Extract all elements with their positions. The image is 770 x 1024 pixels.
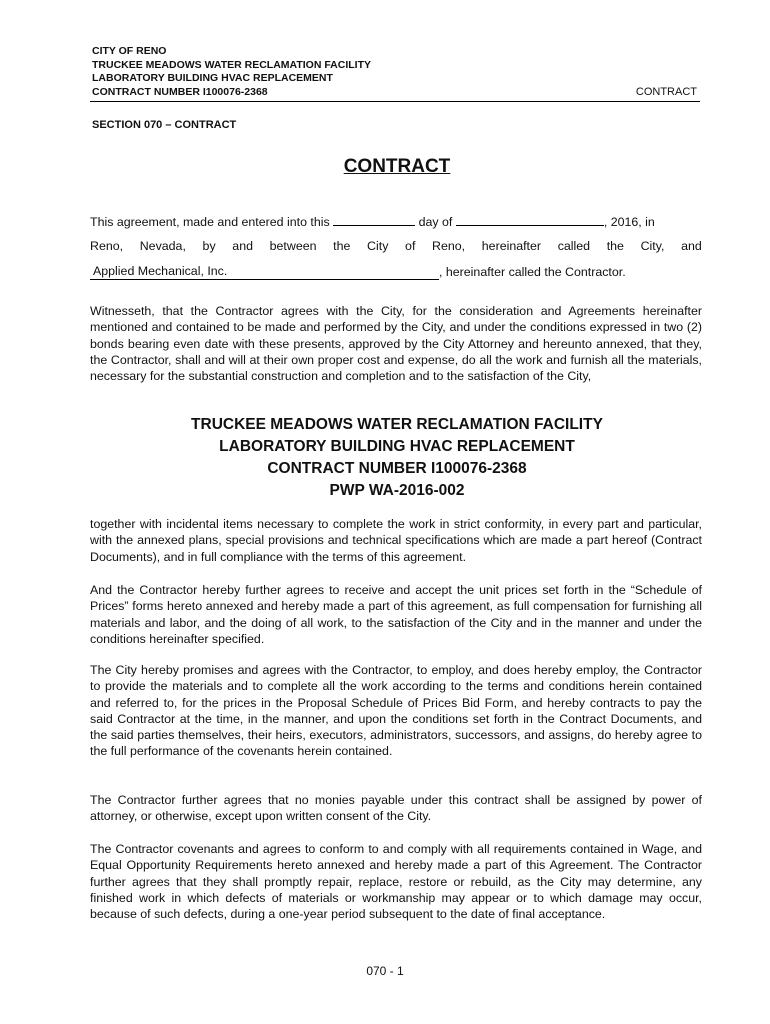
section-heading: SECTION 070 – CONTRACT	[92, 119, 237, 131]
agreement-word: called	[557, 239, 591, 253]
unit-prices-paragraph: And the Contractor hereby further agrees to receive and accept the unit prices set forth in the “Schedule of Prices” forms hereto annexed and hereby made a part of this agreement, as full compensation for furnishing all materials and labor, and the doing of all work, to the satisfaction of the City and in the manner and under the conditions hereinafter specified.	[90, 583, 702, 646]
agreement-word: City	[367, 239, 389, 253]
page-number: 070 - 1	[366, 964, 404, 978]
agreement-word: the	[333, 239, 351, 253]
agreement-word: Reno,	[90, 239, 124, 253]
project-pwp-line: PWP WA-2016-002	[329, 482, 465, 499]
agreement-line-2	[90, 239, 702, 253]
witnesseth-paragraph: Witnesseth, that the Contractor agrees with the City, for the consideration and Agreements hereinafter mentioned and contained to be made and performed by the City, and under the conditions expressed in two (2) bonds bearing even date with these presents, approved by the City Attorney and hereunto annexed, that they, the Contractor, shall and will at their own proper cost and expense, do all the work and furnish all the materials, necessary for the substantial construction and completion and to the satisfaction of the City,	[90, 304, 702, 384]
header-divider	[90, 101, 700, 102]
contractor-name: Applied Mechanical, Inc.	[93, 264, 228, 278]
header-right-label: CONTRACT	[635, 86, 697, 98]
day-blank-field[interactable]	[333, 213, 415, 226]
agreement-day-of: day of	[418, 215, 453, 229]
page-title: CONTRACT	[343, 156, 451, 177]
agreement-word: between	[269, 239, 317, 253]
header-city: CITY OF RENO	[92, 45, 167, 57]
agreement-year: , 2016, in	[603, 215, 655, 229]
city-promises-paragraph: The City hereby promises and agrees with the Contractor, to employ, and does hereby employ, the Contractor to provide the materials and to complete all the work according to the terms and conditions herein contained and referred to, for the prices in the Proposal Schedule of Prices Bid Form, and hereby contracts to pay the said Contractor at the time, in the manner, and upon the conditions set forth in the Contract Documents, and the said parties themselves, their heirs, executors, administrators, successors, and assigns, do hereby agree to the full performance of the covenants herein contained.	[90, 663, 702, 759]
agreement-word: of	[405, 239, 416, 253]
document-header	[92, 45, 371, 99]
contractor-name-field[interactable]	[90, 263, 439, 280]
header-facility: TRUCKEE MEADOWS WATER RECLAMATION FACILITY	[92, 58, 372, 71]
project-facility-line: TRUCKEE MEADOWS WATER RECLAMATION FACILITY	[191, 416, 603, 433]
agreement-word: the	[606, 239, 624, 253]
agreement-intro: This agreement, made and entered into this	[90, 215, 330, 229]
agreement-word: hereinafter	[481, 239, 542, 253]
agreement-line-3	[90, 263, 702, 280]
monies-paragraph: The Contractor further agrees that no monies payable under this contract shall be assigned by power of attorney, or otherwise, except upon written consent of the City.	[90, 793, 702, 824]
agreement-word: and	[232, 239, 253, 253]
agreement-word: City,	[640, 239, 665, 253]
project-contract-number-line: CONTRACT NUMBER I100076-2368	[267, 460, 527, 477]
header-contract-number: CONTRACT NUMBER I100076-2368	[92, 85, 268, 98]
agreement-word: and	[681, 239, 702, 253]
agreement-word: Reno,	[432, 239, 466, 253]
together-paragraph: together with incidental items necessary to complete the work in strict conformity, in every part and particular, with the annexed plans, special provisions and technical specifications which are made a part hereof (Contract Documents), and in full compliance with the terms of this agreement.	[90, 517, 702, 564]
covenants-paragraph: The Contractor covenants and agrees to conform to and comply with all requirements contained in Wage, and Equal Opportunity Requirements hereto annexed and hereby made a part of this Agreement. The Contractor further agrees that they shall promptly repair, replace, restore or rebuild, as the City may determine, any finished work in which defects of materials or workmanship may appear or to which damage may occur, because of such defects, during a one-year period subsequent to the date of final acceptance.	[90, 842, 702, 922]
agreement-word: Nevada,	[139, 239, 186, 253]
agreement-word: by	[202, 239, 216, 253]
header-project: LABORATORY BUILDING HVAC REPLACEMENT	[92, 72, 333, 84]
agreement-line-1	[90, 213, 702, 230]
project-building-line: LABORATORY BUILDING HVAC REPLACEMENT	[219, 438, 575, 455]
month-blank-field[interactable]	[456, 213, 604, 226]
contractor-suffix: , hereinafter called the Contractor.	[439, 265, 626, 279]
project-title-block	[0, 414, 770, 502]
